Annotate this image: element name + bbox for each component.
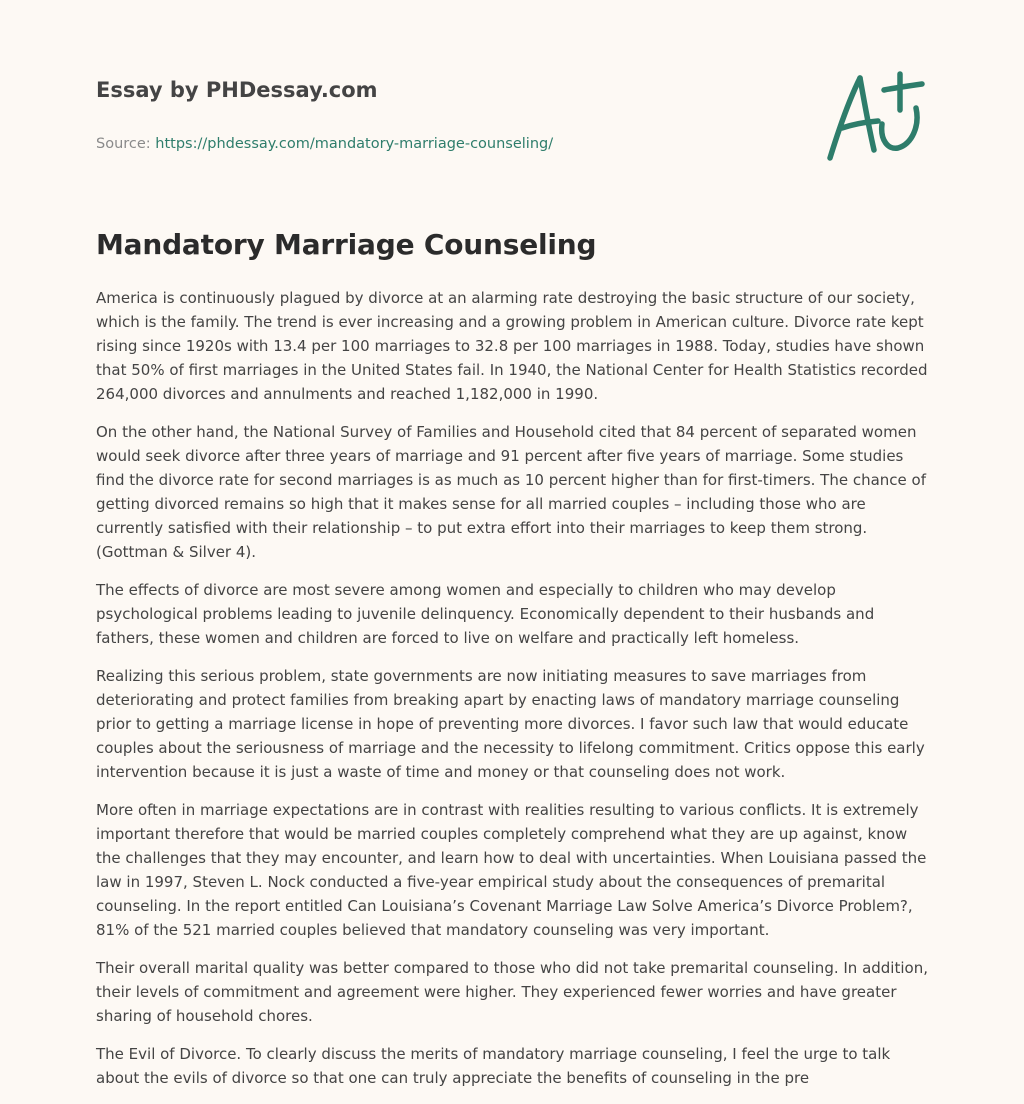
essay-paragraph: America is continuously plagued by divorce at an alarming rate destroying the basic structure of our society, which is the family. The trend is ever increasing and a growing problem in American culture. Divorce rate kept rising since 1920s with 13.4 per 100 marriages to 32.8 per 100 marriages in 1988. Today, studies have shown that 50% of first marriages in the United States fail. In 1940, the National Center for Health Statistics recorded 264,000 divorces and annulments and reached 1,182,000 in 1990. [96, 289, 928, 403]
essay-paragraph: More often in marriage expectations are in contrast with realities resulting to various conflicts. It is extremely important therefore that would be married couples completely comprehend what they are up against, know the challenges that they may encounter, and learn how to deal with uncertainties. When Louisiana passed the law in 1997, Steven L. Nock conducted a five-year empirical study about the consequences of premarital counseling. In the report entitled Can Louisiana’s Covenant Marriage Law Solve America’s Divorce Problem?, 81% of the 521 married couples believed that mandatory counseling was very important. [96, 801, 927, 939]
source-line [96, 134, 796, 154]
a-plus-grade-icon [822, 66, 932, 166]
essay-title: Mandatory Marriage Counseling [96, 228, 597, 261]
site-title: Essay by PHDessay.com [96, 78, 378, 102]
source-label: Source: [96, 136, 156, 152]
essay-paragraph: The effects of divorce are most severe among women and especially to children who may develop psychological problems leading to juvenile delinquency. Economically dependent to their husbands and fathers, these women and children are forced to live on welfare and practically left homeless. [96, 581, 875, 647]
essay-paragraph: The Evil of Divorce. To clearly discuss the merits of mandatory marriage counseling, I feel the urge to talk about the evils of divorce so that one can truly appreciate the benefits of counseling in the pre [96, 1045, 891, 1087]
essay-paragraph: Realizing this serious problem, state governments are now initiating measures to save marriages from deteriorating and protect families from breaking apart by enacting laws of mandatory marriage counseling prior to getting a marriage license in hope of preventing more divorces. I favor such law that would educate couples about the seriousness of marriage and the necessity to lifelong commitment. Critics oppose this early intervention because it is just a waste of time and money or that counseling does not work. [96, 667, 925, 781]
page-header [96, 76, 796, 154]
essay-body [96, 286, 936, 1104]
essay-paragraph: Their overall marital quality was better compared to those who did not take premarital counseling. In addition, their levels of commitment and agreement were higher. They experienced fewer worries and have greater sharing of household chores. [96, 959, 928, 1025]
essay-paragraph: On the other hand, the National Survey of Families and Household cited that 84 percent of separated women would seek divorce after three years of marriage and 91 percent after five years of marriage. Some studies find the divorce rate for second marriages is as much as 10 percent higher than for first-timers. The chance of getting divorced remains so high that it makes sense for all married couples – including those who are currently satisfied with their relationship – to put extra effort into their marriages to keep them strong. (Gottman & Silver 4). [96, 423, 926, 561]
source-link[interactable]: https://phdessay.com/mandatory-marriage-counseling/ [155, 136, 554, 152]
